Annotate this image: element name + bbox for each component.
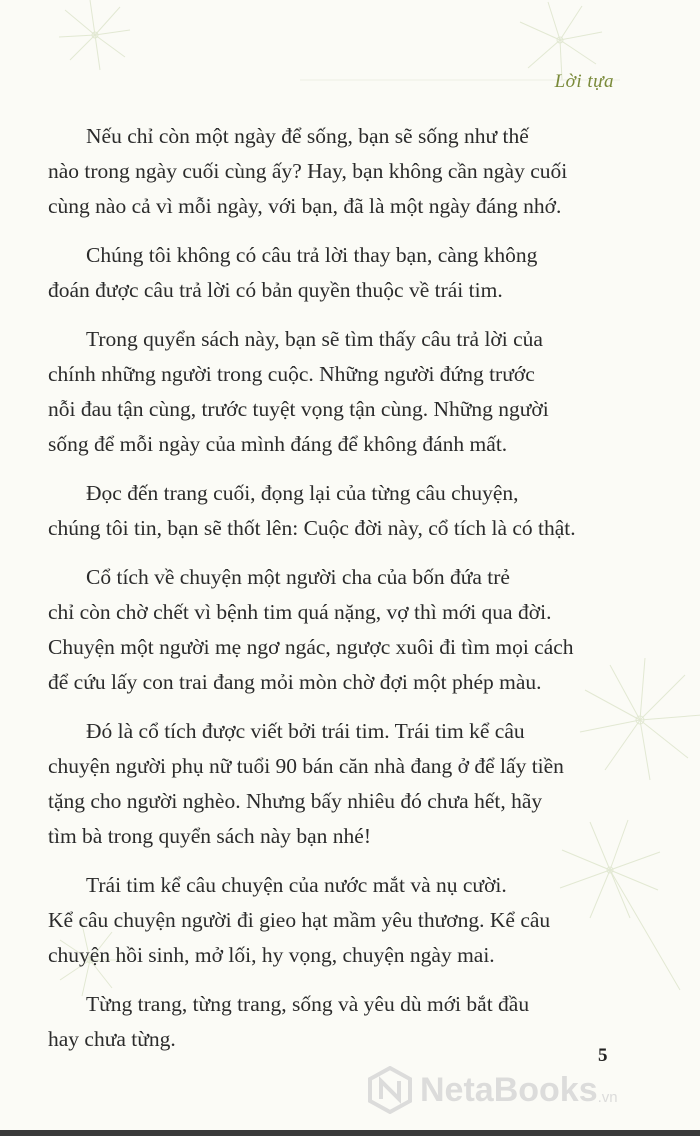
text-line: Nếu chỉ còn một ngày để sống, bạn sẽ sống như thế xyxy=(86,124,529,148)
text-line: tìm bà trong quyển sách này bạn nhé! xyxy=(48,824,372,848)
text-line: hay chưa từng. xyxy=(48,1027,176,1051)
paragraph xyxy=(48,868,618,973)
text-line: để cứu lấy con trai đang mỏi mòn chờ đợi một phép màu. xyxy=(48,670,542,694)
text-line: chuyện hồi sinh, mở lối, hy vọng, chuyện ngày mai. xyxy=(48,943,495,967)
paragraph xyxy=(48,714,618,854)
text-line: sống để mỗi ngày của mình đáng để không đánh mất. xyxy=(48,432,508,456)
paragraph xyxy=(48,476,618,546)
text-line: Trong quyển sách này, bạn sẽ tìm thấy câu trả lời của xyxy=(86,327,543,351)
text-line: Chuyện một người mẹ ngơ ngác, ngược xuôi đi tìm mọi cách xyxy=(48,635,574,659)
paragraph xyxy=(48,238,618,308)
text-line: nỗi đau tận cùng, trước tuyệt vọng tận cùng. Những người xyxy=(48,397,549,421)
paragraph xyxy=(48,322,618,462)
text-line: chúng tôi tin, bạn sẽ thốt lên: Cuộc đời này, cổ tích là có thật. xyxy=(48,516,576,540)
text-line: chính những người trong cuộc. Những người đứng trước xyxy=(48,362,535,386)
body-text xyxy=(48,119,618,1071)
watermark-brand: NetaBooks xyxy=(420,1070,598,1109)
text-line: Trái tim kể câu chuyện của nước mắt và nụ cười. xyxy=(86,873,507,897)
page-number: 5 xyxy=(598,1045,608,1066)
watermark-suffix: .vn xyxy=(597,1089,618,1106)
text-line: Đọc đến trang cuối, đọng lại của từng câu chuyện, xyxy=(86,481,519,505)
text-line: Từng trang, từng trang, sống và yêu dù mới bắt đầu xyxy=(86,992,530,1016)
netabooks-watermark xyxy=(366,1064,700,1116)
page-bottom-edge xyxy=(0,1130,700,1136)
text-line: Chúng tôi không có câu trả lời thay bạn, càng không xyxy=(86,243,538,267)
paragraph xyxy=(48,119,618,224)
text-line: Đó là cổ tích được viết bởi trái tim. Trái tim kể câu xyxy=(86,719,525,743)
text-line: Cổ tích về chuyện một người cha của bốn đứa trẻ xyxy=(86,565,510,589)
paragraph xyxy=(48,987,618,1057)
text-line: chỉ còn chờ chết vì bệnh tim quá nặng, vợ thì mới qua đời. xyxy=(48,600,552,624)
text-line: Kể câu chuyện người đi gieo hạt mầm yêu thương. Kể câu xyxy=(48,908,551,932)
paragraph xyxy=(48,560,618,700)
text-line: chuyện người phụ nữ tuổi 90 bán căn nhà đang ở để lấy tiền xyxy=(48,754,564,778)
text-line: nào trong ngày cuối cùng ấy? Hay, bạn không cần ngày cuối xyxy=(48,159,568,183)
section-title: Lời tựa xyxy=(554,71,614,92)
text-line: cùng nào cả vì mỗi ngày, với bạn, đã là một ngày đáng nhớ. xyxy=(48,194,562,218)
text-line: đoán được câu trả lời có bản quyền thuộc về trái tim. xyxy=(48,278,503,302)
text-line: tặng cho người nghèo. Nhưng bấy nhiêu đó chưa hết, hãy xyxy=(48,789,543,813)
netabooks-logo-icon xyxy=(366,1066,414,1114)
